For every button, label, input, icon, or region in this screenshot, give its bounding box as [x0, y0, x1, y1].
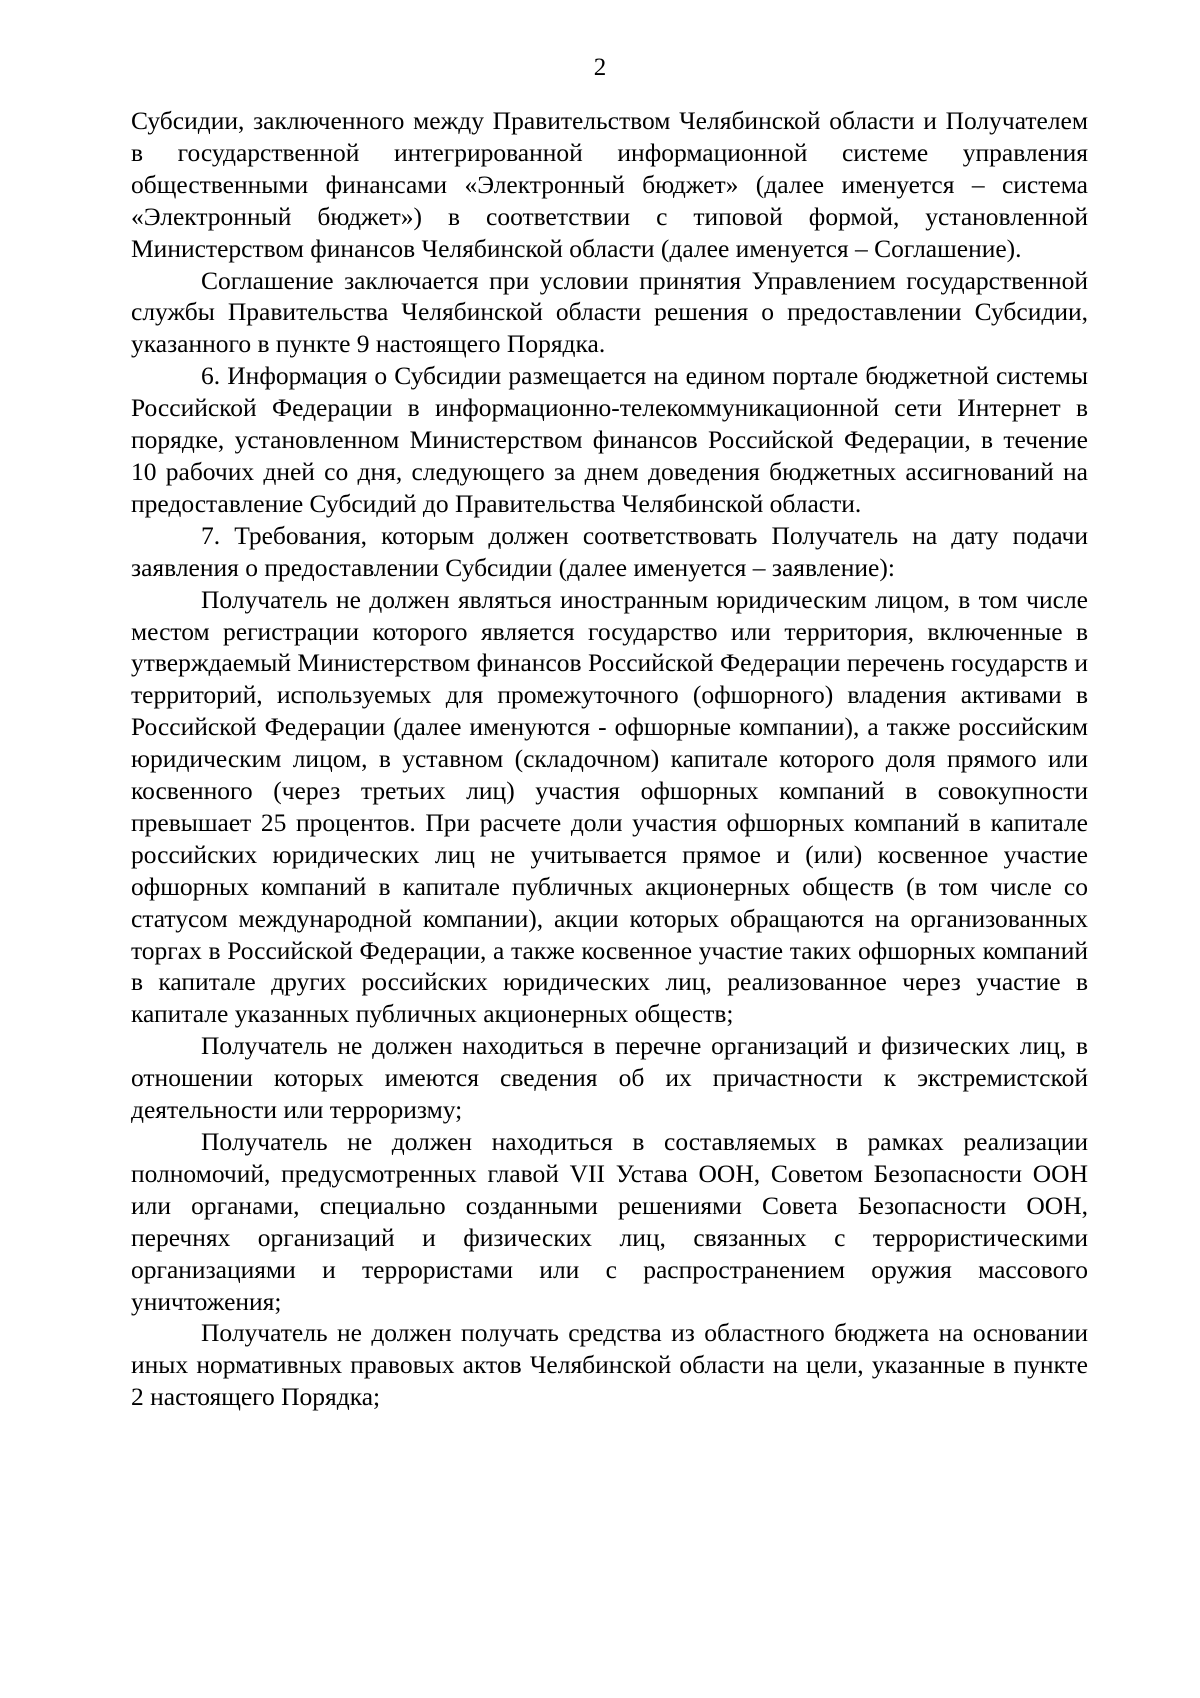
document-body: [131, 105, 1088, 1413]
paragraph-item-6: 6. Информация о Субсидии размещается на едином портале бюджетной системы Российской Федерации в информационно-телекоммуникационной сети Интернет в порядке, установленном Министерством финансов Российской Федерации, в течение 10 рабочих дней со дня, следующего за днем доведения бюджетных ассигнований на предоставление Субсидий до Правительства Челябинской области.: [131, 361, 1088, 518]
paragraph-other-funds-requirement: Получатель не должен получать средства из областного бюджета на основании иных нормативных правовых актов Челябинской области на цели, указанные в пункте 2 настоящего Порядка;: [131, 1318, 1088, 1412]
paragraph-un-list-requirement: Получатель не должен находиться в составляемых в рамках реализации полномочий, предусмотренных главой VII Устава ООН, Советом Безопасности ООН или органами, специально созданными решениями Совета Безопасности ООН, перечнях организаций и физических лиц, связанных с террористическими организациями и террористами или с распространением оружия массового уничтожения;: [131, 1127, 1088, 1316]
paragraph-agreement-continuation: Субсидии, заключенного между Правительством Челябинской области и Получателем в государственной интегрированной информационной системе управления общественными финансами «Электронный бюджет» (далее именуется – система «Электронный бюджет») в соответствии с типовой формой, установленной Министерством финансов Челябинской области (далее именуется – Соглашение).: [131, 106, 1088, 263]
paragraph-item-7: 7. Требования, которым должен соответствовать Получатель на дату подачи заявления о предоставлении Субсидии (далее именуется – заявление):: [131, 520, 1088, 582]
paragraph-offshore-requirement: Получатель не должен являться иностранным юридическим лицом, в том числе местом регистрации которого является государство или территория, включенные в утверждаемый Министерством финансов Российской Федерации перечень государств и территорий, используемых для промежуточного (офшорного) владения активами в Российской Федерации (далее именуются - офшорные компании), а также российским юридическим лицом, в уставном (складочном) капитале которого доля прямого или косвенного (через третьих лиц) участия офшорных компаний в совокупности превышает 25 процентов. При расчете доли участия офшорных компаний в капитале российских юридических лиц не учитывается прямое и (или) косвенное участие офшорных компаний в капитале публичных акционерных обществ (в том числе со статусом международной компании), акции которых обращаются на организованных торгах в Российской Федерации, а также косвенное участие таких офшорных компаний в капитале других российских юридических лиц, реализованное через участие в капитале указанных публичных акционерных обществ;: [131, 584, 1088, 1029]
page-number: 2: [593, 54, 607, 81]
paragraph-extremism-requirement: Получатель не должен находиться в перечне организаций и физических лиц, в отношении которых имеются сведения об их причастности к экстремистской деятельности или терроризму;: [131, 1031, 1088, 1125]
paragraph-agreement-condition: Соглашение заключается при условии принятия Управлением государственной службы Правительства Челябинской области решения о предоставлении Субсидии, указанного в пункте 9 настоящего Порядка.: [131, 265, 1088, 359]
